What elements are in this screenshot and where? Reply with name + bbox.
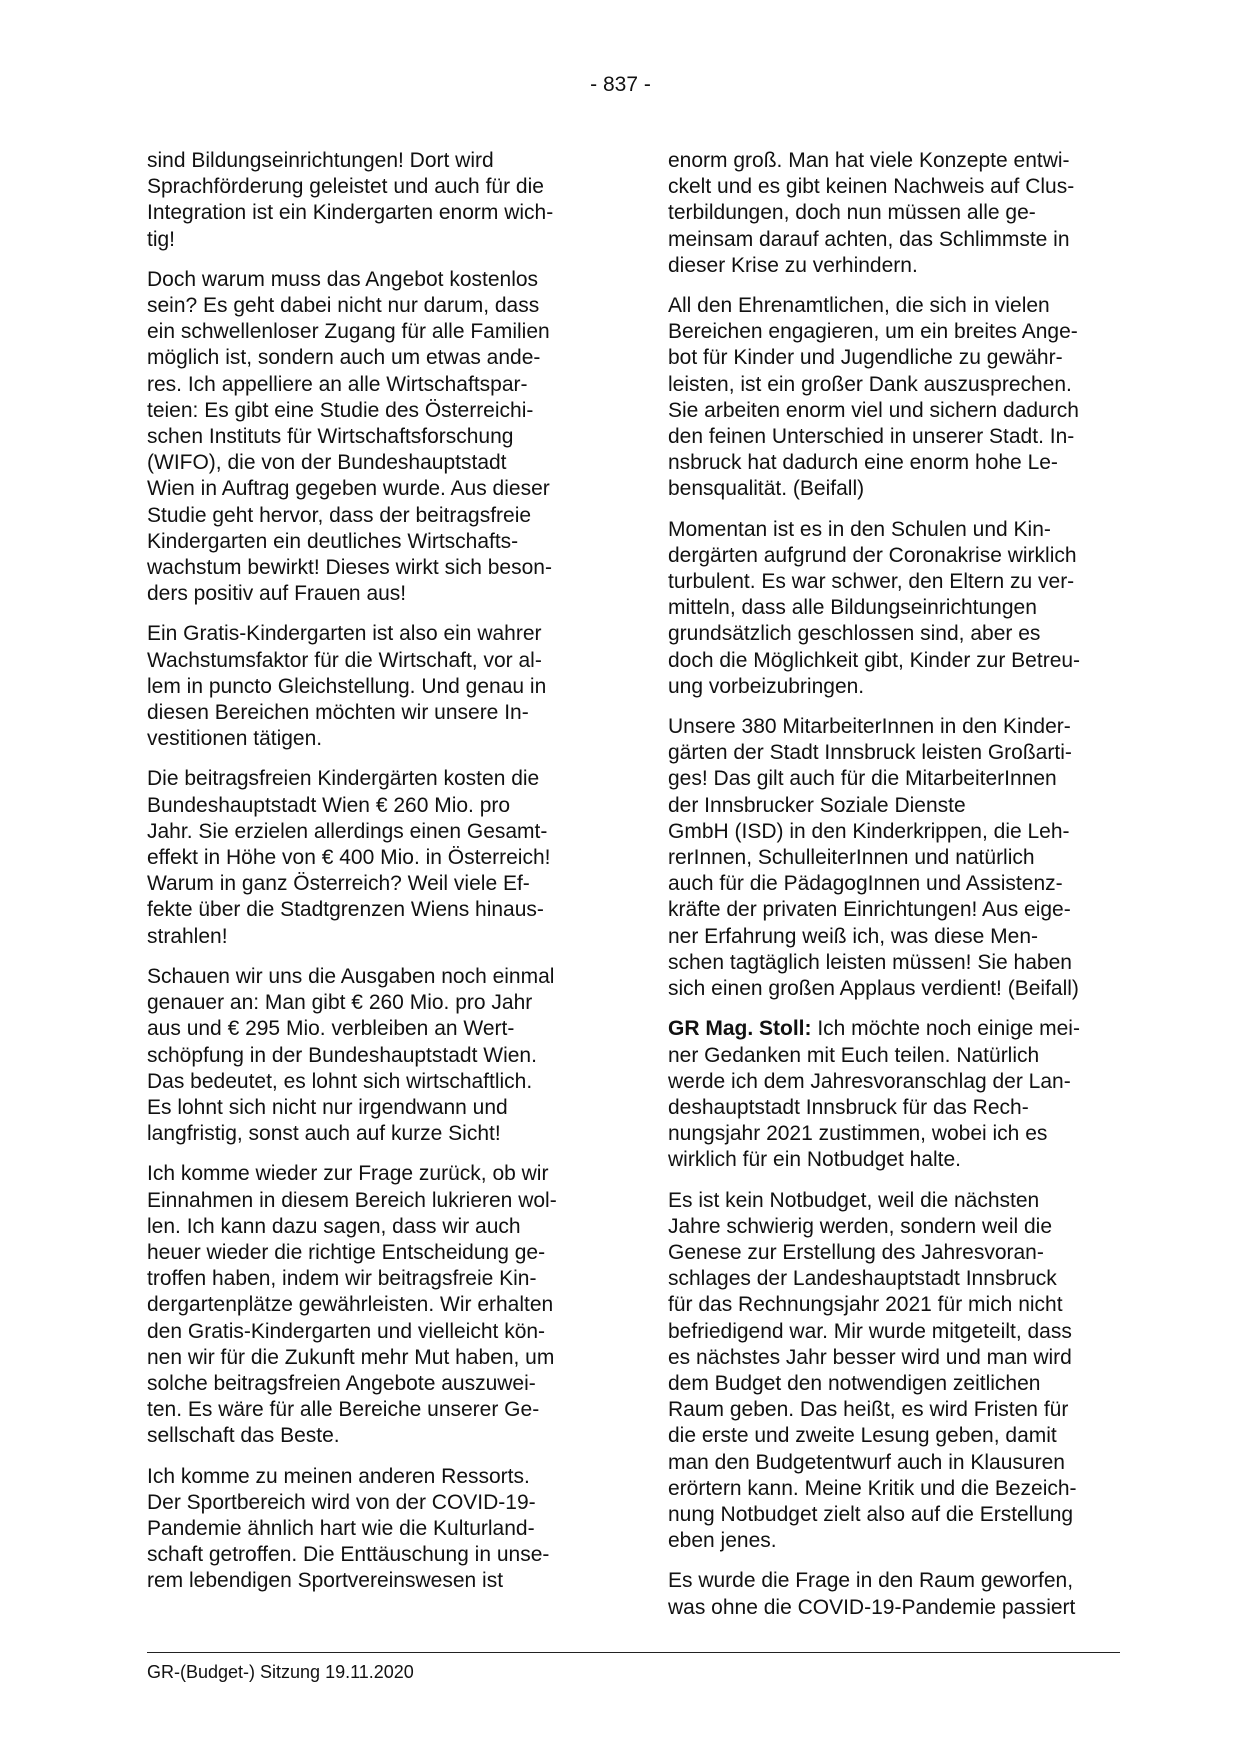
- text-line: vestitionen tätigen.: [147, 727, 323, 751]
- text-line: Unsere 380 MitarbeiterInnen in den Kinder-: [668, 715, 1071, 739]
- text-line: dergärten aufgrund der Coronakrise wirklich: [668, 543, 1077, 567]
- text-line: nungsjahr 2021 zustimmen, wobei ich es: [668, 1122, 1048, 1146]
- text-line: meinsam darauf achten, das Schlimmste in: [668, 227, 1070, 251]
- text-line: schlages der Landeshauptstadt Innsbruck: [668, 1267, 1057, 1291]
- text-line: grundsätzlich geschlossen sind, aber es: [668, 622, 1041, 646]
- text-line: werde ich dem Jahresvoranschlag der Lan-: [668, 1069, 1071, 1093]
- paragraph: [668, 293, 1116, 503]
- text-line: leisten, ist ein großer Dank auszusprechen.: [668, 372, 1072, 396]
- text-line: [668, 1016, 1116, 1042]
- text-line: aus und € 295 Mio. verbleiben an Wert-: [147, 1017, 515, 1041]
- text-line: Bundeshauptstadt Wien € 260 Mio. pro: [147, 793, 511, 817]
- text-line: tig!: [147, 227, 176, 251]
- paragraph: [147, 964, 595, 1147]
- paragraph: [668, 148, 1116, 279]
- text-line: Jahre schwierig werden, sondern weil die: [668, 1214, 1053, 1238]
- paragraph: [668, 1188, 1116, 1555]
- speaker-first-line: Ich möchte noch einige mei-: [811, 1017, 1080, 1041]
- paragraph: [147, 148, 595, 253]
- text-line: ten. Es wäre für alle Bereiche unserer Ge-: [147, 1398, 540, 1422]
- text-line: bensqualität. (Beifall): [668, 477, 865, 501]
- text-line: deshauptstadt Innsbruck für das Rech-: [668, 1095, 1029, 1119]
- footer-text: GR-(Budget-) Sitzung 19.11.2020: [147, 1662, 414, 1682]
- text-line: wachstum bewirkt! Dieses wirkt sich beson-: [147, 556, 552, 580]
- text-line: sich einen großen Applaus verdient! (Beifall): [668, 977, 1079, 1001]
- text-line: Einnahmen in diesem Bereich lukrieren wol-: [147, 1188, 557, 1212]
- text-line: bot für Kinder und Jugendliche zu gewähr-: [668, 346, 1063, 370]
- text-line: Es ist kein Notbudget, weil die nächsten: [668, 1188, 1040, 1212]
- text-line: Sie arbeiten enorm viel und sichern dadurch: [668, 398, 1079, 422]
- text-line: Bereichen engagieren, um ein breites Ange-: [668, 320, 1078, 344]
- text-line: man den Budgetentwurf auch in Klausuren: [668, 1450, 1065, 1474]
- text-line: gärten der Stadt Innsbruck leisten Großarti-: [668, 741, 1072, 765]
- text-line: ein schwellenloser Zugang für alle Familien: [147, 320, 550, 344]
- text-line: dergartenplätze gewährleisten. Wir erhalten: [147, 1293, 554, 1317]
- text-line: ner Erfahrung weiß ich, was diese Men-: [668, 924, 1038, 948]
- text-line: sind Bildungseinrichtungen! Dort wird: [147, 149, 494, 172]
- text-line: Ich komme zu meinen anderen Ressorts.: [147, 1464, 530, 1488]
- text-line: Ein Gratis-Kindergarten ist also ein wahrer: [147, 622, 542, 646]
- text-line: Momentan ist es in den Schulen und Kin-: [668, 517, 1051, 541]
- text-line: troffen haben, indem wir beitragsfreie Kin-: [147, 1267, 537, 1291]
- text-line: den Gratis-Kindergarten und vielleicht kön-: [147, 1319, 546, 1343]
- right-column: [668, 148, 1116, 1635]
- text-line: genauer an: Man gibt € 260 Mio. pro Jahr: [147, 991, 533, 1015]
- paragraph: [147, 1161, 595, 1449]
- text-line: doch die Möglichkeit gibt, Kinder zur Betreu-: [668, 648, 1081, 672]
- speaker-name: GR Mag. Stoll:: [668, 1017, 812, 1041]
- text-line: Studie geht hervor, dass der beitragsfreie: [147, 503, 532, 527]
- text-line: dieser Krise zu verhindern.: [668, 253, 918, 277]
- text-line: kräfte der privaten Einrichtungen! Aus eige-: [668, 898, 1071, 922]
- text-line: ges! Das gilt auch für die MitarbeiterInnen: [668, 767, 1057, 791]
- text-line: Pandemie ähnlich hart wie die Kulturland-: [147, 1516, 535, 1540]
- text-line: Die beitragsfreien Kindergärten kosten die: [147, 767, 540, 791]
- text-line: Es lohnt sich nicht nur irgendwann und: [147, 1095, 508, 1119]
- text-line: Jahr. Sie erzielen allerdings einen Gesamt-: [147, 819, 548, 843]
- text-line: teien: Es gibt eine Studie des Österreichi-: [147, 398, 534, 422]
- text-line: Kindergarten ein deutliches Wirtschafts-: [147, 529, 519, 553]
- text-line: ders positiv auf Frauen aus!: [147, 582, 407, 606]
- text-line: strahlen!: [147, 924, 228, 948]
- text-line: erörtern kann. Meine Kritik und die Bezeich-: [668, 1476, 1077, 1500]
- text-line: nung Notbudget zielt also auf die Erstellung: [668, 1502, 1074, 1526]
- text-line: der Innsbrucker Soziale Dienste: [668, 793, 966, 817]
- paragraph: [147, 267, 595, 608]
- text-line: langfristig, sonst auch auf kurze Sicht!: [147, 1122, 501, 1146]
- text-line: effekt in Höhe von € 400 Mio. in Österreich!: [147, 846, 551, 870]
- text-line: rerInnen, SchulleiterInnen und natürlich: [668, 846, 1035, 870]
- text-line: sellschaft das Beste.: [147, 1424, 340, 1448]
- text-line: ung vorbeizubringen.: [668, 674, 865, 698]
- text-line: den feinen Unterschied in unserer Stadt. In-: [668, 425, 1075, 449]
- text-line: fekte über die Stadtgrenzen Wiens hinaus-: [147, 898, 544, 922]
- text-line: len. Ich kann dazu sagen, dass wir auch: [147, 1214, 521, 1238]
- text-line: mitteln, dass alle Bildungseinrichtungen: [668, 596, 1037, 620]
- text-line: was ohne die COVID-19-Pandemie passiert: [668, 1595, 1076, 1619]
- text-line: wirklich für ein Notbudget halte.: [668, 1148, 961, 1172]
- text-line: schen Instituts für Wirtschaftsforschung: [147, 425, 514, 449]
- paragraph: [147, 1464, 595, 1595]
- text-line: die erste und zweite Lesung geben, damit: [668, 1424, 1057, 1448]
- text-line: es nächstes Jahr besser wird und man wird: [668, 1345, 1072, 1369]
- page-number: - 837 -: [590, 73, 651, 96]
- text-line: (WIFO), die von der Bundeshauptstadt: [147, 451, 507, 475]
- text-line: Sprachförderung geleistet und auch für die: [147, 175, 544, 199]
- paragraph: [668, 714, 1116, 1002]
- text-line: Es wurde die Frage in den Raum geworfen,: [668, 1569, 1074, 1593]
- text-line: All den Ehrenamtlichen, die sich in vielen: [668, 294, 1050, 318]
- text-line: solche beitragsfreien Angebote auszuwei-: [147, 1371, 536, 1395]
- text-line: turbulent. Es war schwer, den Eltern zu ver-: [668, 570, 1075, 594]
- left-column: [147, 148, 595, 1609]
- text-line: Wien in Auftrag gegeben wurde. Aus dieser: [147, 477, 550, 501]
- text-line: Warum in ganz Österreich? Weil viele Ef-: [147, 872, 530, 896]
- text-line: eben jenes.: [668, 1529, 777, 1553]
- text-line: heuer wieder die richtige Entscheidung ge-: [147, 1240, 546, 1264]
- text-line: ckelt und es gibt keinen Nachweis auf Clus-: [668, 175, 1075, 199]
- footer-divider: [147, 1652, 1120, 1653]
- text-line: Schauen wir uns die Ausgaben noch einmal: [147, 964, 555, 988]
- text-line: sein? Es geht dabei nicht nur darum, dass: [147, 294, 540, 318]
- text-line: auch für die PädagogInnen und Assistenz-: [668, 872, 1063, 896]
- text-line: Das bedeutet, es lohnt sich wirtschaftlich.: [147, 1069, 533, 1093]
- text-line: lem in puncto Gleichstellung. Und genau in: [147, 674, 547, 698]
- text-line: für das Rechnungsjahr 2021 für mich nicht: [668, 1293, 1063, 1317]
- text-line: Der Sportbereich wird von der COVID-19-: [147, 1490, 536, 1514]
- text-line: Integration ist ein Kindergarten enorm wich-: [147, 201, 554, 225]
- text-line: res. Ich appelliere an alle Wirtschaftspar-: [147, 372, 528, 396]
- text-line: dem Budget den notwendigen zeitlichen: [668, 1371, 1041, 1395]
- text-line: Raum geben. Das heißt, es wird Fristen für: [668, 1398, 1069, 1422]
- text-line: terbildungen, doch nun müssen alle ge-: [668, 201, 1036, 225]
- text-line: Doch warum muss das Angebot kostenlos: [147, 267, 539, 291]
- text-line: möglich ist, sondern auch um etwas ande-: [147, 346, 541, 370]
- text-line: Ich komme wieder zur Frage zurück, ob wir: [147, 1162, 549, 1186]
- text-line: schöpfung in der Bundeshauptstadt Wien.: [147, 1043, 537, 1067]
- paragraph: [147, 766, 595, 949]
- text-line: befriedigend war. Mir wurde mitgeteilt, dass: [668, 1319, 1072, 1343]
- paragraph: [668, 1016, 1116, 1173]
- text-line: ner Gedanken mit Euch teilen. Natürlich: [668, 1043, 1040, 1067]
- text-line: diesen Bereichen möchten wir unsere In-: [147, 701, 529, 725]
- text-line: Genese zur Erstellung des Jahresvoran-: [668, 1240, 1044, 1264]
- paragraph: [668, 1568, 1116, 1620]
- paragraph: [668, 517, 1116, 700]
- text-line: rem lebendigen Sportvereinswesen ist: [147, 1569, 504, 1593]
- text-line: schaft getroffen. Die Enttäuschung in unse-: [147, 1543, 550, 1567]
- text-line: GmbH (ISD) in den Kinderkrippen, die Leh-: [668, 819, 1070, 843]
- text-line: Wachstumsfaktor für die Wirtschaft, vor al-: [147, 648, 542, 672]
- text-line: nen wir für die Zukunft mehr Mut haben, um: [147, 1345, 555, 1369]
- text-line: nsbruck hat dadurch eine enorm hohe Le-: [668, 451, 1058, 475]
- paragraph: [147, 621, 595, 752]
- text-line: enorm groß. Man hat viele Konzepte entwi-: [668, 149, 1070, 172]
- text-line: schen tagtäglich leisten müssen! Sie haben: [668, 950, 1072, 974]
